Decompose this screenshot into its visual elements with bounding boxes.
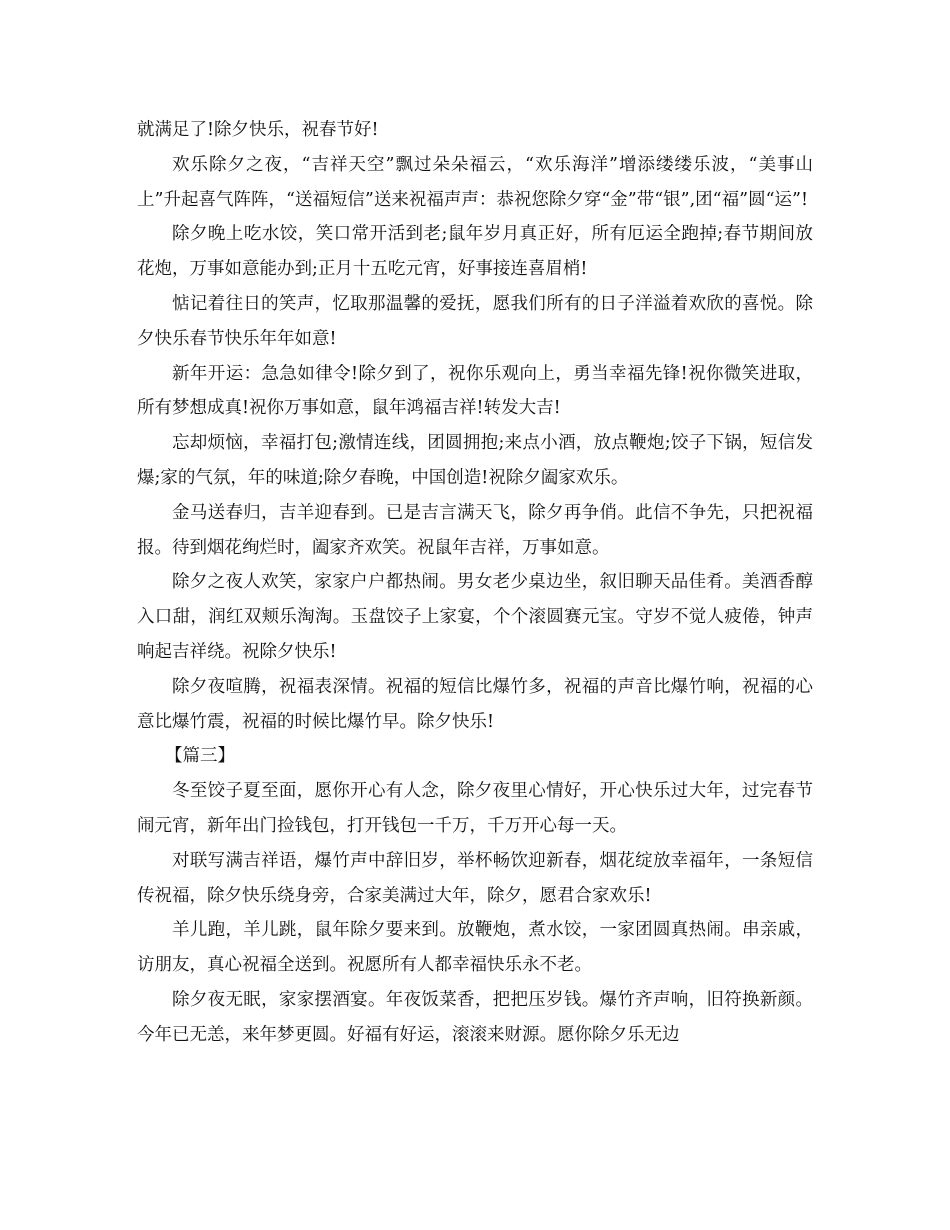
paragraph: 对联写满吉祥语，爆竹声中辞旧岁，举杯畅饮迎新春，烟花绽放幸福年，一条短信传祝福，除夕快乐绕身旁，合家美满过大年，除夕，愿君合家欢乐! xyxy=(137,850,813,906)
paragraph: 惦记着往日的笑声，忆取那温馨的爱抚，愿我们所有的日子洋溢着欢欣的喜悦。除夕快乐春节快乐年年如意! xyxy=(137,293,813,349)
paragraph: 除夕夜无眠，家家摆酒宴。年夜饭菜香，把把压岁钱。爆竹齐声响，旧符换新颜。今年已无恙，来年梦更圆。好福有好运，滚滚来财源。愿你除夕乐无边 xyxy=(137,989,813,1045)
paragraph: 新年开运：急急如律令!除夕到了，祝你乐观向上，勇当幸福先锋!祝你微笑进取，所有梦想成真!祝你万事如意，鼠年鸿福吉祥!转发大吉! xyxy=(137,363,813,419)
continuation-text: 就满足了!除夕快乐，祝春节好! xyxy=(137,120,379,140)
paragraph: 金马送春归，吉羊迎春到。已是吉言满天飞，除夕再争俏。此信不争先，只把祝福报。待到烟花绚烂时，阖家齐欢笑。祝鼠年吉祥，万事如意。 xyxy=(137,502,813,558)
section-heading: 【篇三】 xyxy=(165,746,235,767)
paragraph: 除夕夜喧腾，祝福表深情。祝福的短信比爆竹多，祝福的声音比爆竹响，祝福的心意比爆竹震，祝福的时候比爆竹早。除夕快乐! xyxy=(137,676,813,732)
paragraph: 羊儿跑，羊儿跳，鼠年除夕要来到。放鞭炮，煮水饺，一家团圆真热闹。串亲戚，访朋友，真心祝福全送到。祝愿所有人都幸福快乐永不老。 xyxy=(137,920,813,976)
document-body xyxy=(137,113,813,1053)
paragraph: 除夕之夜人欢笑，家家户户都热闹。男女老少桌边坐，叙旧聊天品佳肴。美酒香醇入口甜，润红双颊乐淘淘。玉盘饺子上家宴，个个滚圆赛元宝。守岁不觉人疲倦，钟声响起吉祥绕。祝除夕快乐! xyxy=(137,572,813,662)
paragraph: 忘却烦恼，幸福打包;激情连线，团圆拥抱;来点小酒，放点鞭炮;饺子下锅，短信发爆;家的气氛，年的味道;除夕春晚，中国创造!祝除夕阖家欢乐。 xyxy=(137,433,813,488)
paragraph: 冬至饺子夏至面，愿你开心有人念，除夕夜里心情好，开心快乐过大年，过完春节闹元宵，新年出门捡钱包，打开钱包一千万，千万开心每一天。 xyxy=(137,781,813,836)
paragraph: 欢乐除夕之夜，“吉祥天空”飘过朵朵福云，“欢乐海洋”增添缕缕乐波，“美事山上”升起喜气阵阵，“送福短信”送来祝福声声：恭祝您除夕穿“金”带“银”,团“福”圆“运”! xyxy=(137,154,813,210)
paragraph: 除夕晚上吃水饺，笑口常开活到老;鼠年岁月真正好，所有厄运全跑掉;春节期间放花炮，万事如意能办到;正月十五吃元宵，好事接连喜眉梢! xyxy=(137,224,813,280)
